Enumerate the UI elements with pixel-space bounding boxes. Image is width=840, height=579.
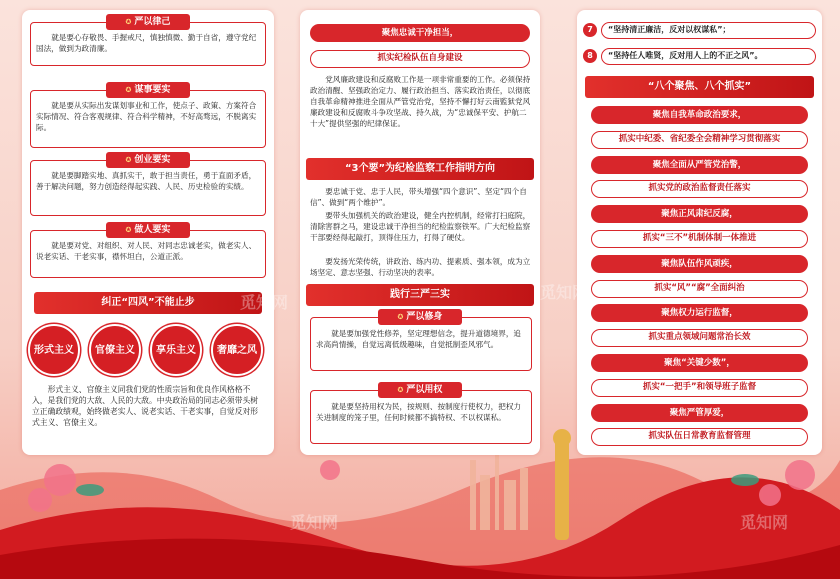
focus-item: 聚焦自我革命政治要求， xyxy=(591,106,808,124)
panel-right xyxy=(577,10,822,455)
action-item: 抓实队伍日常教育监督管理 xyxy=(591,428,808,446)
watermark: 觅知网 xyxy=(240,293,289,312)
circle-hedonism: 享乐主义 xyxy=(150,324,202,376)
focus-item: 聚焦队伍作风顽疾， xyxy=(591,255,808,273)
action-item: 抓实“一把手”和领导班子监督 xyxy=(591,379,808,397)
four-winds-banner: 纠正“四风”不能止步 xyxy=(34,292,262,314)
watermark: 觅知网 xyxy=(290,513,339,532)
section-title-use-power: ✪ 严以用权 xyxy=(378,382,462,398)
circle-bureaucracy: 官僚主义 xyxy=(89,324,141,376)
panel-middle xyxy=(300,10,540,455)
section-text-3: 就是要脚踏实地、真抓实干，敢于担当责任，勇于直面矛盾，善于解决问题，努力创造经得起实践、人民、历史检验的实绩。 xyxy=(36,171,257,191)
focus-item: 聚焦权力运行监督， xyxy=(591,304,808,322)
numbered-item-8: 8 “坚持任人唯贤，反对用人上的不正之风”。 xyxy=(583,48,816,66)
circle-extravagance: 奢靡之风 xyxy=(211,324,263,376)
action-item: 抓实重点领域问题常治长效 xyxy=(591,329,808,347)
requirement-1: 要忠诚于党、忠于人民，带头增强“四个意识”、坚定“四个自信”、做到“两个维护”。 xyxy=(310,187,527,207)
section-text-4: 就是要对党、对组织、对人民、对同志忠诚老实，做老实人、说老实话、干老实事，襟怀坦白，公道正派。 xyxy=(36,241,257,261)
action-item: 抓实党的政治监督责任落实 xyxy=(591,180,808,198)
focus-item: 聚焦正风肃纪反腐， xyxy=(591,205,808,223)
section-text-self-cultivation: 就是要加强党性修养，坚定理想信念，提升道德境界，追求高尚情操，自觉远离低级趣味，自觉抵制歪风邪气。 xyxy=(316,329,522,349)
section-title-self-cultivation: ✪ 严以修身 xyxy=(378,309,462,325)
focus-item: 聚焦全面从严管党治警， xyxy=(591,156,808,174)
focus-item: 聚焦严管厚爱， xyxy=(591,404,808,422)
section-text-use-power: 就是要坚持用权为民，按规则、按制度行使权力，把权力关进制度的笼子里，任何时候都不搞特权、不以权谋私。 xyxy=(316,402,522,422)
section-title-2: ✪ 谋事要实 xyxy=(106,82,190,98)
action-item: 抓实“风”“腐”全面纠治 xyxy=(591,280,808,298)
panel-left xyxy=(22,10,274,455)
watermark: 觅知网 xyxy=(740,513,789,532)
focus-item: 聚焦“关键少数”， xyxy=(591,354,808,372)
section-title-1: ✪ 严以律己 xyxy=(106,14,190,30)
intro-paragraph: 党风廉政建设和反腐败工作是一项非常重要的工作。必须保持政治清醒、坚强政治定力、履行政治担当、落实政治责任，以彻底自我革命精神推进全面从严管党治党，坚持不懈打好云南監狱党风廉政建设和反腐败斗争攻坚战、持久战，为“忠诚保平安、护航二十大”提供坚强的纪律保证。 xyxy=(310,75,531,128)
eight-focus-banner: “八个聚焦、八个抓实” xyxy=(585,76,814,98)
section-title-3: ✪ 创业要实 xyxy=(106,152,190,168)
focus-bar: 聚焦忠诚干净担当， xyxy=(310,24,530,42)
section-text-1: 就是要心存敬畏、手握戒尺，慎独慎微、勤于自省，遵守党纪国法，做到为政清廉。 xyxy=(36,33,257,53)
action-item: 抓实中纪委、省纪委全会精神学习贯彻落实 xyxy=(591,131,808,149)
action-item: 抓实“三不”机制体制一体推进 xyxy=(591,230,808,248)
four-winds-text: 形式主义、官僚主义同我们党的性质宗旨和优良作风格格不入，是我们党的大敌、人民的大敌。中央政治局的同志必须带头树立正确政绩观，始终做老实人、说老实话、干老实事，自觉反对形式主义、官僚主义。 xyxy=(32,385,259,427)
three-requirements-banner: “3个要”为纪检监察工作指明方向 xyxy=(306,158,534,180)
three-stricts-banner: 践行三严三实 xyxy=(306,284,534,306)
numbered-item-7: 7 “坚持清正廉洁，反对以权谋私”； xyxy=(583,22,816,40)
watermark: 觅知网 xyxy=(540,283,589,302)
section-title-4: ✪ 做人要实 xyxy=(106,222,190,238)
circle-formalism: 形式主义 xyxy=(28,324,80,376)
requirement-2: 要带头加强机关的政治建设，健全内控机制，经常打扫庭院，清除害群之马，建设忠诚干净担当的纪检监察铁军。广大纪检监察干部要经得起敲打，顶得住压力，打得了硬仗。 xyxy=(310,211,531,242)
team-building-bar: 抓实纪检队伍自身建设 xyxy=(310,50,530,68)
requirement-3: 要发扬光荣传统，讲政治、练内功、提素质、强本领，成为立场坚定、意志坚强、行动坚决的表率。 xyxy=(310,257,531,277)
section-text-2: 就是要从实际出发谋划事业和工作，使点子、政策、方案符合实际情况、符合客观规律、符合科学精神，不好高骛远，不脱离实际。 xyxy=(36,101,257,132)
